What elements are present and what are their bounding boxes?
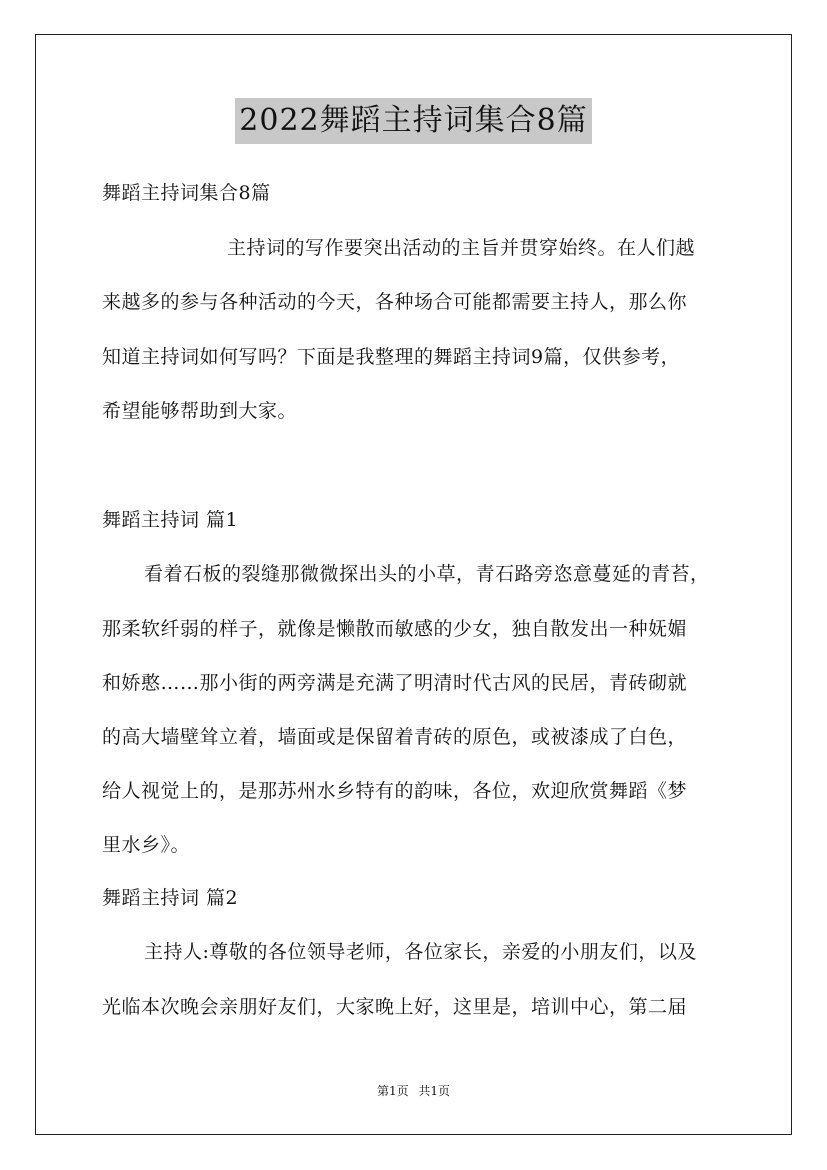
title-container [0,98,827,144]
section-line: 光临本次晚会亲朋好友们，大家晚上好，这里是，培训中心，第二届 [102,996,688,1018]
page-number-current: 第1页 [376,1084,409,1098]
document-subtitle: 舞蹈主持词集合8篇 [102,182,271,204]
section-line: 看着石板的裂缝那微微探出头的小草，青石路旁恣意蔓延的青苔， [144,563,710,585]
section-line: 里水乡》。 [102,834,191,856]
section-line: 和娇憨……那小街的两旁满是充满了明清时代古风的民居，青砖砌就 [102,672,688,694]
section-heading: 舞蹈主持词 篇1 [102,509,239,531]
intro-line: 来越多的参与各种活动的今天，各种场合可能都需要主持人，那么你 [102,291,688,313]
section-line: 主持人:尊敬的各位领导老师，各位家长，亲爱的小朋友们，以及 [144,941,697,963]
section-line: 给人视觉上的，是那苏州水乡特有的韵味，各位，欢迎欣赏舞蹈《梦 [102,780,688,802]
page-footer [0,1083,827,1099]
section-heading: 舞蹈主持词 篇2 [102,887,239,909]
intro-line: 希望能够帮助到大家。 [102,400,298,422]
intro-line: 知道主持词如何写吗？下面是我整理的舞蹈主持词9篇，仅供参考， [102,346,681,368]
document-title: 2022舞蹈主持词集合8篇 [235,98,591,144]
page-number-total: 共1页 [418,1084,451,1098]
section-line: 那柔软纤弱的样子，就像是懒散而敏感的少女，独自散发出一种妩媚 [102,618,688,640]
section-line: 的高大墙壁耸立着，墙面或是保留着青砖的原色，或被漆成了白色， [102,726,688,748]
intro-line: 主持词的写作要突出活动的主旨并贯穿始终。在人们越 [227,237,696,259]
